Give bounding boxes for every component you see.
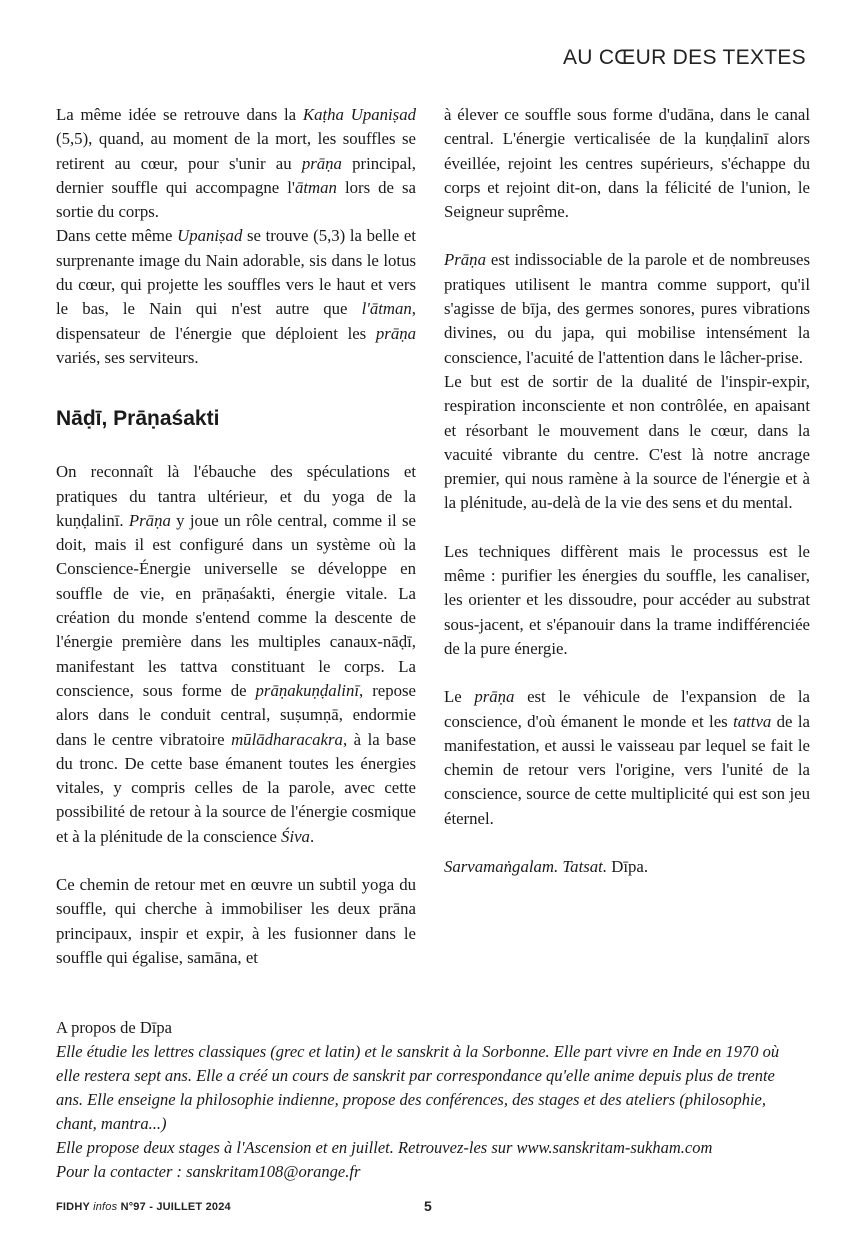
author-bio <box>56 1016 798 1184</box>
paragraph-parole <box>444 248 810 369</box>
term-prana: prāṇa <box>301 153 342 173</box>
term-upanisad: Upaniṣad <box>177 226 243 246</box>
paragraph-but: Le but est de sortir de la dualité de l'inspir-expir, respiration inconsciente et non contrôlée, en apaisant et résorbant le mouvement dans le cœur, dans la vacuité vibrante du centre. C'est là notre ancrage premier, qui nous ramène à la source de l'énergie et à la plénitude, au-delà de la vie des sens et du mental. <box>444 371 810 513</box>
text-run: Dans cette même <box>56 226 178 246</box>
text-run: principal, dernier souffle qui accompagne l' <box>56 153 416 197</box>
term-katha-upanisad: Kaṭha Upaniṣad <box>302 105 416 124</box>
text-run: , dispensateur de l'énergie que déploient les <box>56 299 416 343</box>
left-column <box>56 103 416 970</box>
paragraph-tantra <box>56 460 416 849</box>
text-run: La même idée se retrouve dans la <box>56 105 303 124</box>
term-atman: ātman <box>294 177 337 197</box>
signature-blessing: Sarvamaṅgalam. Tatsat. <box>444 857 608 877</box>
text-run: , à la base du tronc. De cette base émanent toutes les énergies vitales, y compris celles de la parole, avec cette possibilité de retour à la source de l'énergie cosmique et à la plénitude de la conscience <box>56 729 416 846</box>
paragraph-vehicule <box>444 685 810 831</box>
paragraph-udana: à élever ce souffle sous forme d'udāna, dans le canal central. L'énergie verticalisée de la kuṇḍalinī alors éveillée, rejoint les centres supérieurs, s'échappe du corps et rejoint dit-on, dans la félicité de l'union, le Seigneur suprême. <box>444 105 810 222</box>
term-tattva: tattva <box>733 711 772 731</box>
section-header: AU CŒUR DES TEXTES <box>562 46 806 69</box>
magazine-brand-infos: infos <box>93 1201 118 1213</box>
bio-stages: Elle propose deux stages à l'Ascension et en juillet. Retrouvez-les sur www.sanskritam-sukham.com <box>56 1138 713 1157</box>
text-run: Le <box>444 687 475 707</box>
text-run: (5,5), quand, au moment de la mort, les souffles se retirent au cœur, pour s'unir au <box>56 129 416 173</box>
text-run: variés, ses serviteurs. <box>56 347 199 367</box>
term-muladharacakra: mūlādharacakra <box>231 729 343 749</box>
text-run: . <box>309 826 315 846</box>
author-name: Dīpa. <box>607 857 649 877</box>
signature <box>444 855 810 879</box>
magazine-footer <box>56 1201 231 1213</box>
page-number: 5 <box>424 1198 432 1214</box>
text-run: lors de sa sortie du corps. <box>56 177 416 222</box>
text-run: y joue un rôle central, comme il se doit, mais il est configuré dans un système où la Conscience-Énergie universelle se développe en souffle de vie, en prāṇaśakti, énergie vitale. La création du monde s'entend comme la descente de l'énergie première dans les multiples canaux-nāḍī, manifestant les tattva constituant le corps. La conscience, sous forme de <box>56 510 416 700</box>
issue-info: N°97 - JUILLET 2024 <box>117 1201 231 1213</box>
term-siva: Śiva <box>281 826 310 846</box>
text-run: de la manifestation, et aussi le vaisseau par lequel se fait le chemin de retour vers l'origine, vers l'unité de la conscience, source de cette multiplicité qui est son jeu éternel. <box>444 711 810 828</box>
term-prana: prāṇa <box>375 323 416 343</box>
term-prana: prāṇa <box>474 687 515 707</box>
text-run: se trouve (5,3) la belle et surprenante image du Nain adorable, sis dans le lotus du cœur, qui projette les souffles vers le haut et vers le bas, le Nain qui n'est autre que <box>56 226 416 319</box>
magazine-brand: FIDHY <box>56 1201 94 1213</box>
term-prana: Prāṇa <box>128 510 171 530</box>
bio-title: A propos de Dīpa <box>56 1018 172 1037</box>
text-run: , repose alors dans le conduit central, suṣumṇā, endormie dans le centre vibratoire <box>56 680 416 749</box>
paragraph-chemin: Ce chemin de retour met en œuvre un subtil yoga du souffle, qui cherche à immobiliser les deux prāna principaux, inspir et expir, à les fusionner dans le souffle qui égalise, samāna, et <box>56 875 416 967</box>
term-atman: l'ātman <box>361 299 412 319</box>
paragraph-katha <box>56 103 416 224</box>
text-run: est indissociable de la parole et de nombreuses pratiques utilisent le mantra comme support, qu'il s'agisse de bīja, des germes sonores, pures vibrations divines, ou du japa, qui mobilise intensément la conscience, l'acuité de l'attention dans le lâcher-prise. <box>444 250 810 367</box>
bio-text: Elle étudie les lettres classiques (grec et latin) et le sanskrit à la Sorbonne. Elle part vivre en Inde en 1970 où elle restera sept ans. Elle a créé un cours de sanskrit par correspondance qu'elle anime depuis plus de trente ans. Elle enseigne la philosophie indienne, propose des conférences, des stages et des ateliers (philosophie, chant, mantra...) <box>56 1042 780 1133</box>
paragraph-nain <box>56 224 416 370</box>
right-column <box>444 103 810 879</box>
term-pranakundalini: prāṇakuṇḍalinī <box>255 680 360 700</box>
section-heading-nadi: Nāḍī, Prāṇaśakti <box>56 407 220 431</box>
bio-contact: Pour la contacter : sanskritam108@orange.fr <box>56 1162 361 1181</box>
term-prana: Prāṇa <box>444 250 486 270</box>
text-run: est le véhicule de l'expansion de la conscience, d'où émanent le monde et les <box>444 687 810 731</box>
text-run: On reconnaît là l'ébauche des spéculations et pratiques du tantra ultérieur, et du yoga de la kuṇḍalinī. <box>56 462 416 530</box>
paragraph-techniques: Les techniques diffèrent mais le processus est le même : purifier les énergies du souffle, les canaliser, les orienter et les dissoudre, pour accéder au substrat sous-jacent, et s'épanouir dans la trame indifférenciée de la pure énergie. <box>444 541 810 658</box>
